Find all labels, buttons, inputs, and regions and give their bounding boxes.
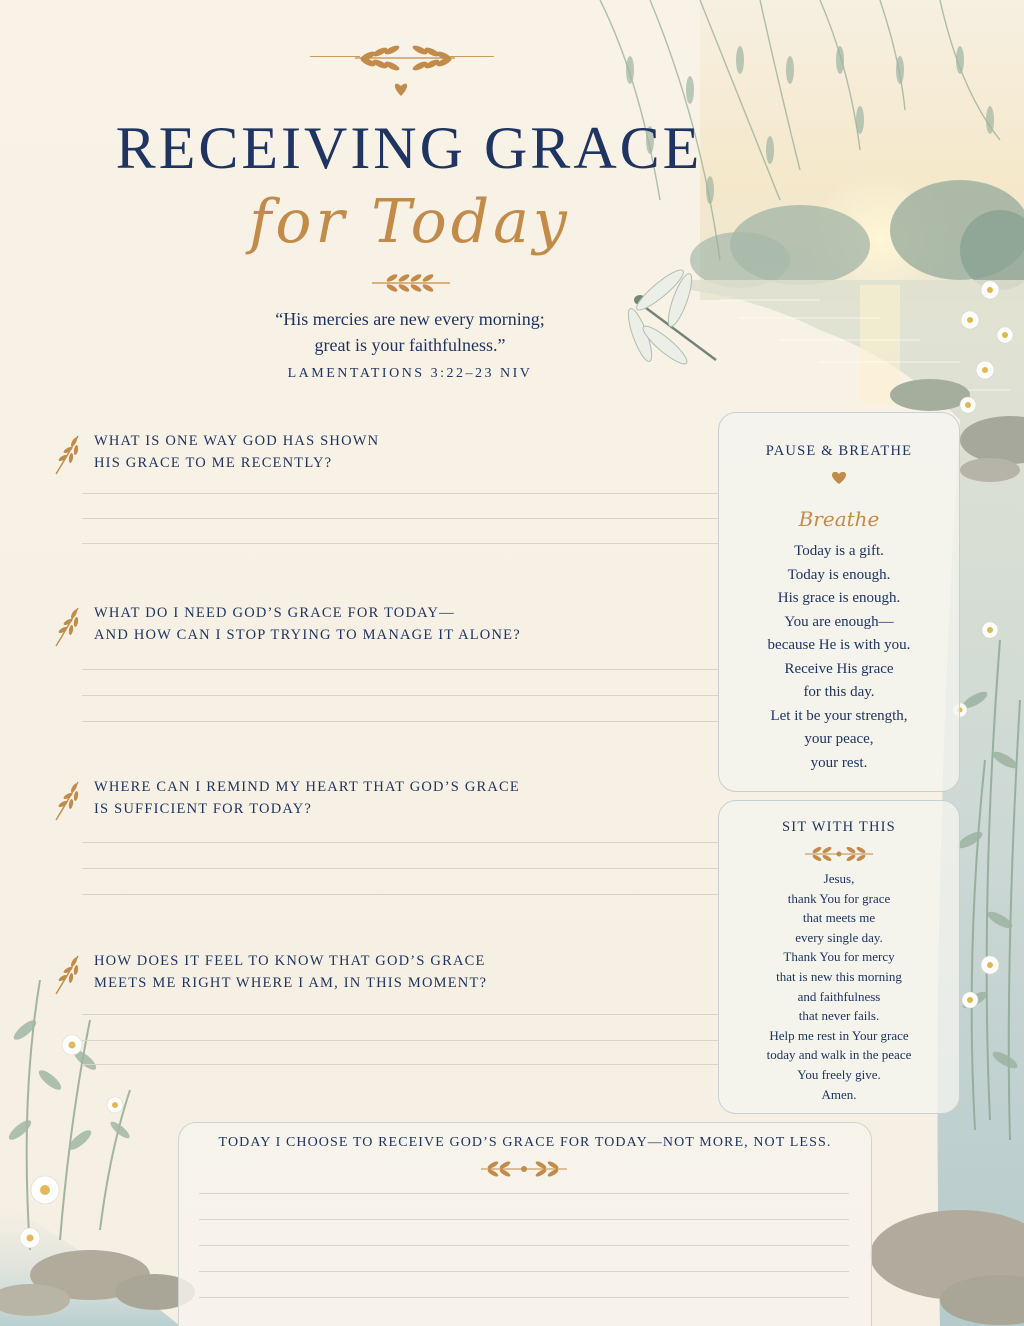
wheat-sprig-icon [50,602,84,652]
question-text: WHAT DO I NEED GOD’S GRACE FOR TODAY— AND HOW CAN I STOP TRYING TO MANAGE IT ALONE? [94,605,521,643]
writing-line[interactable] [82,543,718,544]
writing-line[interactable] [199,1193,849,1194]
top-rule-left [310,56,360,57]
top-rule-right [450,56,494,57]
writing-line[interactable] [199,1219,849,1220]
heart-icon [395,84,407,96]
journal-question-1 [50,430,680,550]
laurel-divider-icon [479,1159,569,1179]
writing-line[interactable] [82,493,718,494]
journal-question-2 [50,602,680,742]
scripture-line-2: great is your faithfulness.” [314,335,506,355]
prayer-text: Jesus, thank You for grace that meets me every single day. Thank You for mercy that is new this morning and faithfulness that never fails. Help me rest in Your grace today and walk in the peace You freely give. Amen. [766,871,912,1102]
heart-icon [831,471,847,485]
card-title: PAUSE & BREATHE [765,443,913,459]
wheat-sprig-icon [50,950,84,1000]
question-text: HOW DOES IT FEEL TO KNOW THAT GOD’S GRACE MEETS ME RIGHT WHERE I AM, IN THIS MOMENT? [94,953,488,991]
writing-line[interactable] [82,842,718,843]
writing-line[interactable] [82,721,718,722]
writing-line[interactable] [82,669,718,670]
writing-line[interactable] [82,894,718,895]
wheat-sprig-icon [50,776,84,826]
sit-with-this-card [718,800,960,1114]
closing-statement: TODAY I CHOOSE TO RECEIVE GOD’S GRACE FOR TODAY—NOT MORE, NOT LESS. [218,1135,832,1150]
breathe-script: Breathe [798,507,880,531]
card-title: SIT WITH THIS [782,819,896,835]
writing-line[interactable] [82,518,718,519]
scripture-reference: LAMENTATIONS 3:22–23 NIV [287,366,533,381]
writing-line[interactable] [199,1297,849,1298]
question-text: WHERE CAN I REMIND MY HEART THAT GOD’S GRACE IS SUFFICIENT FOR TODAY? [94,779,520,817]
wheat-sprig-icon [50,430,84,480]
writing-line[interactable] [82,1064,718,1065]
writing-line[interactable] [82,868,718,869]
page-title: RECEIVING GRACE [115,115,703,181]
journal-question-4 [50,950,680,1090]
writing-line[interactable] [199,1271,849,1272]
page-subtitle-script: for Today [249,187,571,257]
journal-question-3 [50,776,680,916]
breathe-text: Today is a gift. Today is enough. His grace is enough. You are enough— because He is with you. Receive His grace for this day. Let it be your strength, your peace, your rest. [767,543,911,771]
scripture-quote [210,306,610,358]
writing-line[interactable] [82,1014,718,1015]
question-text: WHAT IS ONE WAY GOD HAS SHOWN HIS GRACE TO ME RECENTLY? [94,433,380,471]
writing-line[interactable] [82,1040,718,1041]
laurel-divider-icon [803,845,875,863]
pause-breathe-card [718,412,960,792]
writing-line[interactable] [82,695,718,696]
scripture-line-1: “His mercies are new every morning; [275,309,545,329]
closing-reflection-box [178,1122,872,1326]
writing-line[interactable] [199,1245,849,1246]
